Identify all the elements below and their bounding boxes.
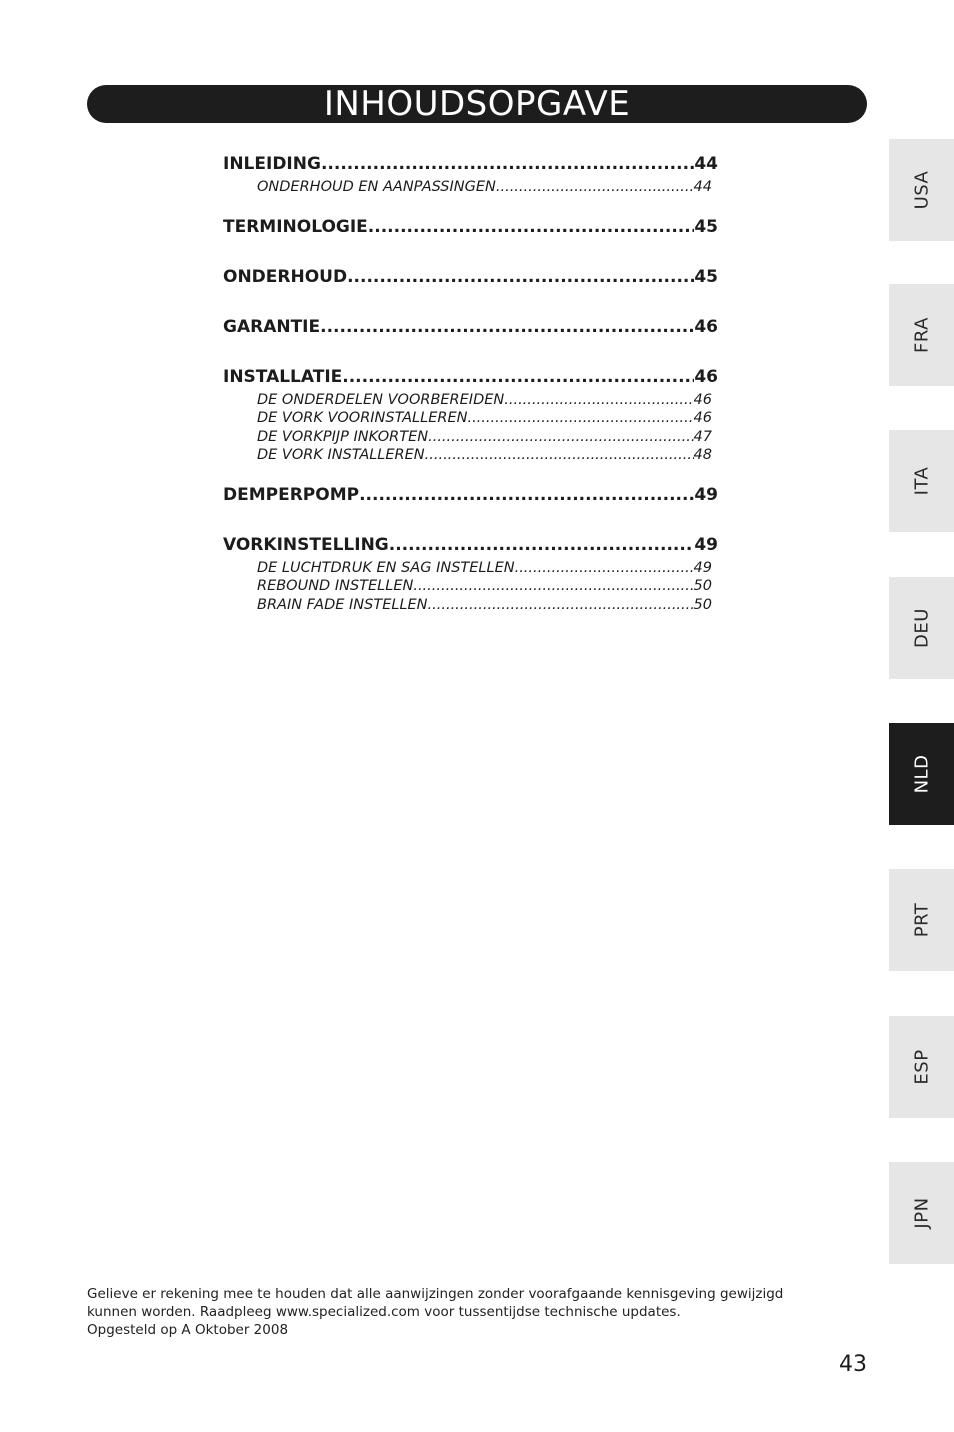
language-tab-esp[interactable]: [889, 1016, 954, 1118]
language-tab-label: FRA: [911, 317, 932, 353]
toc-leader-dots: [359, 481, 694, 509]
toc-entry-installatie[interactable]: [223, 363, 718, 391]
toc-leader-dots: [321, 150, 694, 178]
toc-entry-page: 45: [694, 216, 718, 237]
toc-subentry-luchtdruk-sag[interactable]: [257, 559, 712, 578]
toc-entry-page: 45: [694, 266, 718, 287]
toc-subentry-onderdelen-voorbereiden[interactable]: [257, 391, 712, 410]
toc-entry-vorkinstelling[interactable]: [223, 531, 718, 559]
toc-leader-dots: [347, 263, 694, 291]
toc-subentry-vorkpijp-inkorten[interactable]: [257, 428, 712, 447]
toc-entry-label: VORKINSTELLING: [223, 534, 389, 555]
toc-subentry-label: DE VORK INSTALLEREN: [257, 447, 425, 463]
toc-subentry-label: BRAIN FADE INSTELLEN: [257, 596, 428, 613]
language-tab-label: NLD: [911, 754, 932, 794]
toc-subentry-label: DE VORK VOORINSTALLEREN: [257, 410, 468, 426]
toc-entry-label: INLEIDING: [223, 154, 321, 174]
toc-entry-label: GARANTIE: [223, 316, 321, 337]
language-tab-deu[interactable]: [889, 577, 954, 679]
toc-leader-dots: [467, 409, 693, 428]
footnote-line: Gelieve er rekening mee te houden dat alle aanwijzingen zonder voorafgaande kennisgeving gewijzigd: [87, 1286, 784, 1302]
page-title: INHOUDSOPGAVE: [87, 85, 867, 123]
toc-subentry-page: 49: [693, 559, 712, 576]
toc-leader-dots: [413, 577, 693, 596]
language-tab-label: JPN: [911, 1197, 932, 1229]
toc-subentry-label: DE LUCHTDRUK EN SAG INSTELLEN: [257, 559, 515, 576]
toc-leader-dots: [425, 446, 694, 465]
toc-subentry-label: ONDERHOUD EN AANPASSINGEN: [257, 179, 496, 195]
toc-entry-label: TERMINOLOGIE: [223, 216, 368, 237]
toc-subentry-onderhoud-en-aanpassingen[interactable]: [257, 178, 712, 197]
language-tab-label: USA: [911, 170, 932, 210]
toc-leader-dots: [504, 391, 693, 410]
footnote: [87, 1285, 867, 1339]
toc-entry-garantie[interactable]: [223, 313, 718, 341]
table-of-contents: [223, 150, 718, 614]
toc-entry-page: 44: [694, 154, 718, 174]
toc-subentry-page: 44: [693, 179, 712, 195]
language-tab-usa[interactable]: [889, 139, 954, 241]
toc-subentry-page: 48: [693, 447, 712, 463]
language-tab-label: DEU: [911, 608, 932, 648]
toc-leader-dots: [428, 428, 693, 447]
toc-leader-dots: [496, 178, 694, 197]
language-tab-ita[interactable]: [889, 430, 954, 532]
toc-entry-page: 46: [694, 316, 718, 337]
toc-entry-demperpomp[interactable]: [223, 481, 718, 509]
toc-subentry-page: 50: [693, 578, 712, 594]
language-tab-nld[interactable]: [889, 723, 954, 825]
toc-entry-onderhoud[interactable]: [223, 263, 718, 291]
toc-subentry-page: 47: [693, 428, 712, 445]
toc-entry-label: DEMPERPOMP: [223, 484, 360, 505]
toc-subentry-rebound[interactable]: [257, 577, 712, 596]
language-tab-jpn[interactable]: [889, 1162, 954, 1264]
language-tab-label: ITA: [911, 466, 932, 496]
toc-subentry-page: 50: [693, 596, 712, 613]
toc-subentry-page: 46: [693, 391, 712, 408]
toc-entry-label: ONDERHOUD: [223, 266, 348, 287]
toc-leader-dots: [389, 531, 695, 559]
language-tab-fra[interactable]: [889, 284, 954, 386]
footnote-date: Opgesteld op A Oktober 2008: [87, 1322, 289, 1338]
toc-subentry-label: DE VORKPIJP INKORTEN: [257, 428, 429, 445]
toc-entry-page: 49: [694, 484, 718, 505]
language-tab-label: PRT: [911, 902, 932, 938]
toc-entry-page: 49: [694, 534, 718, 555]
toc-entry-terminologie[interactable]: [223, 213, 718, 241]
language-tab-prt[interactable]: [889, 869, 954, 971]
toc-leader-dots: [515, 559, 694, 578]
footnote-line: kunnen worden. Raadpleeg www.specialized.com voor tussentijdse technische updates.: [87, 1304, 681, 1320]
toc-leader-dots: [320, 313, 694, 341]
toc-subentry-page: 46: [693, 410, 712, 426]
language-tab-label: ESP: [911, 1049, 932, 1085]
toc-subentry-brain-fade[interactable]: [257, 596, 712, 615]
language-tabs: [889, 0, 954, 1432]
page-number: 43: [839, 1352, 867, 1377]
toc-entry-page: 46: [694, 366, 718, 387]
toc-entry-label: INSTALLATIE: [223, 366, 343, 387]
toc-leader-dots: [368, 213, 695, 241]
toc-subentry-label: DE ONDERDELEN VOORBEREIDEN: [257, 391, 505, 408]
toc-leader-dots: [342, 363, 694, 391]
toc-subentry-vork-installeren[interactable]: [257, 446, 712, 465]
toc-subentry-label: REBOUND INSTELLEN: [257, 578, 414, 594]
toc-entry-inleiding[interactable]: [223, 150, 718, 178]
toc-subentry-vork-voorinstalleren[interactable]: [257, 409, 712, 428]
toc-leader-dots: [428, 596, 694, 615]
